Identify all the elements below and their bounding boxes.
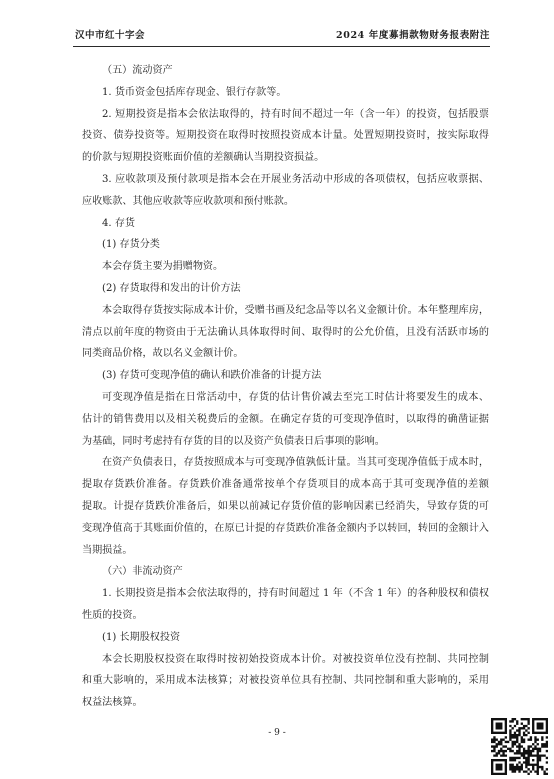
item-receivables-prepayments bbox=[82, 169, 489, 213]
text-line: 4. 存货 bbox=[102, 217, 136, 229]
text-line: （六）非流动资产 bbox=[102, 566, 183, 578]
text-line: 应收账款、其他应收款等应收款项和预付账款。 bbox=[82, 195, 294, 207]
text-line: (1) 长期股权投资 bbox=[102, 631, 181, 643]
subheading-inventory-classification bbox=[82, 234, 489, 256]
text-line: 可变现净值是指在日常活动中，存货的估计售价减去至完工时估计将要发生的成本、 bbox=[102, 391, 489, 403]
text-line: 为基础，同时考虑持有存货的目的以及资产负债表日后事项的影响。 bbox=[82, 435, 385, 447]
section-heading-current-assets bbox=[82, 60, 489, 82]
text-line: (2) 存货取得和发出的计价方法 bbox=[102, 282, 241, 294]
paragraph-inventory-classification bbox=[82, 256, 489, 278]
paragraph-long-term-equity-investments bbox=[82, 649, 489, 714]
text-line: 在资产负债表日，存货按照成本与可变现净值孰低计量。当其可变现净值低于成本时， bbox=[102, 457, 489, 469]
text-line: 当期损益。 bbox=[82, 544, 133, 556]
subheading-net-realizable-value bbox=[82, 365, 489, 387]
text-line: (1) 存货分类 bbox=[102, 239, 160, 251]
paragraph-inventory-valuation bbox=[82, 300, 489, 365]
item-long-term-investments bbox=[82, 583, 489, 627]
text-line: 3. 应收款项及预付款项是指本会在开展业务活动中形成的各项债权，包括应收票据、 bbox=[102, 173, 489, 185]
text-line: 提取。计提存货跌价准备后，如果以前减记存货价值的影响因素已经消失，导致存货的可 bbox=[82, 500, 489, 512]
text-line: 清点以前年度的物资由于无法确认具体取得时间、取得时的公允价值，且没有活跃市场的 bbox=[82, 326, 489, 338]
text-line: 本会取得存货按实际成本计价，受赠书画及纪念品等以名义金额计价。本年整理库房， bbox=[102, 304, 489, 316]
subheading-inventory-valuation bbox=[82, 278, 489, 300]
paragraph-net-realizable-value bbox=[82, 387, 489, 452]
text-line: （五）流动资产 bbox=[102, 65, 173, 76]
text-line: 提取存货跌价准备。存货跌价准备通常按单个存货项目的成本高于其可变现净值的差额 bbox=[82, 479, 489, 491]
text-line: 2. 短期投资是指本会依法取得的，持有时间不超过一年（含一年）的投资，包括股票 bbox=[102, 108, 489, 120]
header-divider bbox=[73, 46, 490, 47]
paragraph-inventory-impairment bbox=[82, 452, 489, 561]
item-short-term-investments bbox=[82, 104, 489, 169]
item-inventory-heading bbox=[82, 213, 489, 235]
header-organization: 汉中市红十字会 bbox=[75, 30, 146, 41]
subheading-long-term-equity-investments bbox=[82, 627, 489, 649]
text-line: 投资、债券投资等。短期投资在取得时按照投资成本计量。处置短期投资时，按实际取得 bbox=[82, 130, 489, 142]
text-line: 性质的投资。 bbox=[82, 609, 143, 621]
text-line: 权益法核算。 bbox=[82, 697, 143, 709]
qr-code-graphic bbox=[491, 718, 548, 775]
text-line: 变现净值高于其账面价值的，在原已计提的存货跌价准备金额内予以转回，转回的金额计入 bbox=[82, 522, 489, 534]
item-monetary-funds bbox=[82, 82, 489, 104]
text-line: 和重大影响的，采用成本法核算；对被投资单位具有控制、共同控制和重大影响的，采用 bbox=[82, 675, 489, 687]
text-line: 同类商品价格，故以名义金额计价。 bbox=[82, 348, 244, 360]
text-line: 本会长期股权投资在取得时按初始投资成本计价。对被投资单位没有控制、共同控制 bbox=[102, 653, 489, 665]
text-line: 1. 货币资金包括库存现金、银行存款等。 bbox=[102, 86, 287, 98]
section-heading-non-current-assets bbox=[82, 561, 489, 583]
page-number: - 9 - bbox=[268, 728, 286, 738]
document-body bbox=[82, 60, 489, 714]
text-line: 本会存货主要为捐赠物资。 bbox=[102, 261, 224, 273]
text-line: 1. 长期投资是指本会依法取得的，持有时间超过 1 年（不含 1 年）的各种股权和债权 bbox=[102, 588, 489, 600]
text-line: (3) 存货可变现净值的确认和跌价准备的计提方法 bbox=[102, 370, 322, 382]
text-line: 的价款与短期投资账面价值的差额确认当期投资损益。 bbox=[82, 152, 325, 164]
text-line: 估计的销售费用以及相关税费后的金额。在确定存货的可变现净值时，以取得的确凿证据 bbox=[82, 413, 489, 425]
qr-code-icon bbox=[491, 718, 548, 775]
header-document-title: 2024 年度募捐款物财务报表附注 bbox=[336, 30, 490, 41]
